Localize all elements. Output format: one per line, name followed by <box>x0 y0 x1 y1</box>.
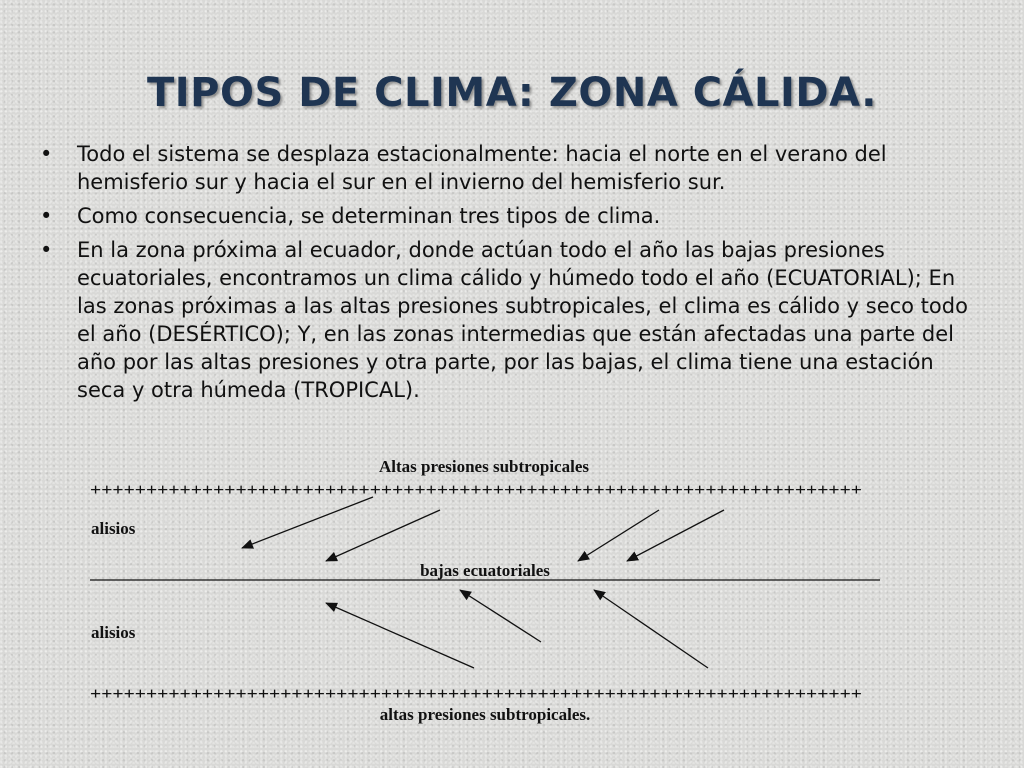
bullet-text: Todo el sistema se desplaza estacionalmente: hacia el norte en el verano del hemisferio sur y hacia el sur en el invierno del hemisferio sur. <box>77 142 887 194</box>
lower-alisios-label: alisios <box>91 623 136 642</box>
wind-arrow <box>627 510 724 561</box>
pressure-wind-diagram <box>0 440 1024 740</box>
top-plus-line: +++++++++++++++++++++++++++++++++++++++++++++++++++++++++++++++++++++ <box>90 480 863 499</box>
bullet-text: En la zona próxima al ecuador, donde actúan todo el año las bajas presiones ecuatoriales, encontramos un clima cálido y húmedo todo el año (ECUATORIAL); En las zonas próximas a las altas presiones subtropicales, el clima es cálido y seco todo el año (DESÉRTICO); Y, en las zonas intermedias que están afectadas una parte del año por las altas presiones y otra parte, por las bajas, el clima tiene una estación seca y otra húmeda (TROPICAL). <box>77 238 968 402</box>
wind-arrow <box>326 510 440 561</box>
wind-arrow <box>578 510 659 561</box>
bullet-item <box>40 140 970 196</box>
bullet-item <box>40 202 970 230</box>
wind-arrow <box>242 497 373 548</box>
top-pressure-label: Altas presiones subtropicales <box>378 457 590 476</box>
bullet-marker: • <box>40 142 53 166</box>
slide-title: TIPOS DE CLIMA: ZONA CÁLIDA. <box>147 70 877 116</box>
equatorial-low-label: bajas ecuatoriales <box>420 561 550 580</box>
bullet-marker: • <box>40 204 53 228</box>
bottom-plus-line: +++++++++++++++++++++++++++++++++++++++++++++++++++++++++++++++++++++ <box>90 684 863 703</box>
bullet-marker: • <box>40 238 53 262</box>
bullet-list <box>40 140 970 410</box>
wind-arrow <box>594 590 708 668</box>
bullet-item <box>40 236 970 404</box>
wind-arrow <box>326 603 474 668</box>
bottom-pressure-label: altas presiones subtropicales. <box>379 705 591 724</box>
upper-alisios-label: alisios <box>91 519 136 538</box>
bullet-text: Como consecuencia, se determinan tres tipos de clima. <box>77 204 661 228</box>
wind-arrow <box>460 590 541 642</box>
